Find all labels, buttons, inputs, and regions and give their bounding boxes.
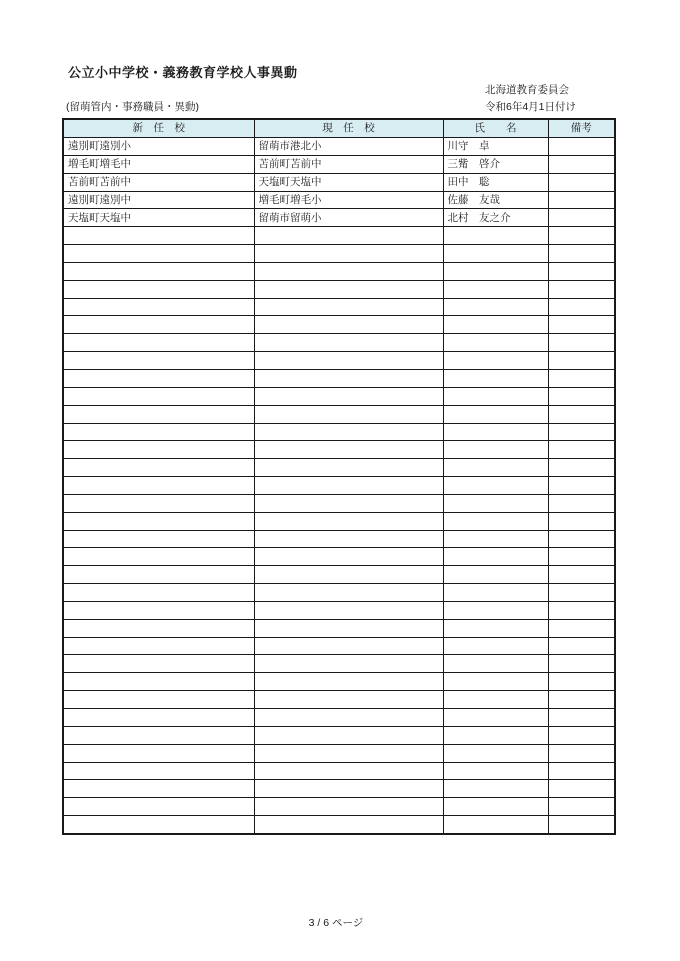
cell-current-school: [254, 334, 443, 352]
cell-name: [443, 530, 548, 548]
cell-name: [443, 637, 548, 655]
table-row: [63, 619, 615, 637]
cell-current-school: [254, 441, 443, 459]
cell-new-school: [63, 709, 254, 727]
cell-new-school: [63, 530, 254, 548]
cell-name: [443, 369, 548, 387]
cell-note: [548, 316, 615, 334]
cell-note: [548, 352, 615, 370]
cell-current-school: 増毛町増毛小: [254, 191, 443, 209]
cell-new-school: [63, 637, 254, 655]
table-row: [63, 691, 615, 709]
table-row: [63, 173, 615, 191]
cell-note: [548, 780, 615, 798]
table-row: [63, 477, 615, 495]
cell-name: [443, 655, 548, 673]
cell-note: [548, 601, 615, 619]
cell-name: [443, 441, 548, 459]
table-row: [63, 709, 615, 727]
cell-note: [548, 709, 615, 727]
cell-name: [443, 780, 548, 798]
cell-current-school: 天塩町天塩中: [254, 173, 443, 191]
cell-new-school: [63, 334, 254, 352]
cell-current-school: [254, 369, 443, 387]
cell-note: [548, 566, 615, 584]
cell-current-school: [254, 459, 443, 477]
cell-current-school: [254, 691, 443, 709]
cell-new-school: [63, 780, 254, 798]
cell-new-school: [63, 601, 254, 619]
organization-name: 北海道教育委員会: [485, 84, 569, 96]
page-title: 公立小中学校・義務教育学校人事異動: [68, 65, 298, 80]
cell-name: [443, 726, 548, 744]
table-row: [63, 512, 615, 530]
table-row: [63, 316, 615, 334]
table-row: [63, 334, 615, 352]
cell-note: [548, 673, 615, 691]
table-row: [63, 262, 615, 280]
cell-new-school: [63, 423, 254, 441]
table-row: [63, 601, 615, 619]
cell-new-school: [63, 744, 254, 762]
cell-current-school: [254, 423, 443, 441]
cell-name: [443, 798, 548, 816]
cell-name: 佐藤 友哉: [443, 191, 548, 209]
cell-current-school: [254, 601, 443, 619]
table-row: [63, 530, 615, 548]
cell-name: [443, 459, 548, 477]
cell-new-school: [63, 512, 254, 530]
cell-current-school: 苫前町苫前中: [254, 155, 443, 173]
table-row: [63, 798, 615, 816]
cell-new-school: [63, 245, 254, 263]
category-note: (留萌管内・事務職員・異動): [66, 101, 199, 113]
cell-note: [548, 191, 615, 209]
cell-new-school: [63, 387, 254, 405]
cell-current-school: [254, 726, 443, 744]
cell-current-school: [254, 798, 443, 816]
effective-date: 令和6年4月1日付け: [485, 101, 577, 113]
cell-name: 北村 友之介: [443, 209, 548, 227]
cell-name: [443, 316, 548, 334]
cell-new-school: [63, 477, 254, 495]
cell-note: [548, 512, 615, 530]
table-row: [63, 441, 615, 459]
cell-new-school: [63, 316, 254, 334]
table-row: [63, 459, 615, 477]
cell-name: [443, 619, 548, 637]
table-row: [63, 494, 615, 512]
cell-note: [548, 459, 615, 477]
cell-current-school: [254, 405, 443, 423]
table-row: [63, 655, 615, 673]
cell-new-school: [63, 369, 254, 387]
table-row: [63, 780, 615, 798]
cell-note: [548, 334, 615, 352]
cell-current-school: [254, 387, 443, 405]
cell-note: [548, 441, 615, 459]
table-row: [63, 405, 615, 423]
cell-new-school: [63, 566, 254, 584]
cell-name: [443, 245, 548, 263]
table-row: [63, 209, 615, 227]
cell-note: [548, 280, 615, 298]
table-row: [63, 352, 615, 370]
cell-current-school: 留萌市留萌小: [254, 209, 443, 227]
table-body: [63, 138, 615, 834]
table-header-row: [63, 119, 615, 138]
cell-current-school: [254, 619, 443, 637]
cell-name: [443, 709, 548, 727]
cell-name: [443, 280, 548, 298]
table-row: [63, 138, 615, 156]
cell-new-school: [63, 584, 254, 602]
cell-name: [443, 423, 548, 441]
col-header-current-school: 現 任 校: [254, 119, 443, 138]
cell-note: [548, 227, 615, 245]
cell-new-school: [63, 655, 254, 673]
cell-new-school: 遠別町遠別中: [63, 191, 254, 209]
table-row: [63, 191, 615, 209]
col-header-new-school: 新 任 校: [63, 119, 254, 138]
cell-name: [443, 227, 548, 245]
cell-new-school: [63, 691, 254, 709]
cell-note: [548, 262, 615, 280]
cell-note: [548, 494, 615, 512]
cell-current-school: [254, 512, 443, 530]
cell-note: [548, 726, 615, 744]
cell-name: [443, 298, 548, 316]
table-row: [63, 245, 615, 263]
cell-current-school: [254, 352, 443, 370]
cell-new-school: [63, 459, 254, 477]
cell-note: [548, 298, 615, 316]
cell-new-school: [63, 673, 254, 691]
cell-name: [443, 691, 548, 709]
cell-note: [548, 155, 615, 173]
cell-new-school: 天塩町天塩中: [63, 209, 254, 227]
cell-name: [443, 512, 548, 530]
cell-note: [548, 138, 615, 156]
cell-new-school: [63, 298, 254, 316]
cell-name: 田中 聡: [443, 173, 548, 191]
cell-new-school: [63, 494, 254, 512]
cell-name: [443, 601, 548, 619]
cell-current-school: [254, 548, 443, 566]
cell-name: [443, 673, 548, 691]
cell-current-school: [254, 655, 443, 673]
cell-current-school: [254, 637, 443, 655]
cell-current-school: [254, 227, 443, 245]
cell-note: [548, 816, 615, 834]
cell-name: [443, 548, 548, 566]
cell-new-school: 増毛町増毛中: [63, 155, 254, 173]
table-row: [63, 584, 615, 602]
cell-new-school: [63, 798, 254, 816]
cell-current-school: [254, 530, 443, 548]
cell-current-school: [254, 584, 443, 602]
cell-new-school: [63, 227, 254, 245]
cell-note: [548, 405, 615, 423]
cell-current-school: [254, 477, 443, 495]
cell-name: [443, 387, 548, 405]
cell-new-school: 遠別町遠別小: [63, 138, 254, 156]
table-row: [63, 637, 615, 655]
cell-current-school: 留萌市港北小: [254, 138, 443, 156]
cell-current-school: [254, 816, 443, 834]
cell-note: [548, 691, 615, 709]
cell-current-school: [254, 280, 443, 298]
table-row: [63, 548, 615, 566]
table-row: [63, 423, 615, 441]
cell-note: [548, 744, 615, 762]
cell-name: [443, 405, 548, 423]
table-row: [63, 762, 615, 780]
cell-note: [548, 369, 615, 387]
cell-current-school: [254, 673, 443, 691]
cell-name: [443, 584, 548, 602]
cell-name: [443, 762, 548, 780]
table-row: [63, 744, 615, 762]
cell-new-school: [63, 262, 254, 280]
page-number: 3 / 6 ページ: [308, 917, 364, 929]
cell-note: [548, 798, 615, 816]
cell-new-school: [63, 726, 254, 744]
cell-note: [548, 655, 615, 673]
cell-new-school: [63, 441, 254, 459]
cell-name: [443, 334, 548, 352]
cell-note: [548, 173, 615, 191]
cell-new-school: [63, 280, 254, 298]
cell-note: [548, 477, 615, 495]
cell-name: [443, 262, 548, 280]
cell-current-school: [254, 762, 443, 780]
cell-note: [548, 619, 615, 637]
cell-name: 三觜 啓介: [443, 155, 548, 173]
cell-note: [548, 637, 615, 655]
cell-current-school: [254, 298, 443, 316]
table-row: [63, 726, 615, 744]
cell-current-school: [254, 566, 443, 584]
cell-current-school: [254, 744, 443, 762]
cell-name: [443, 816, 548, 834]
cell-current-school: [254, 262, 443, 280]
cell-note: [548, 209, 615, 227]
cell-current-school: [254, 494, 443, 512]
table-row: [63, 369, 615, 387]
cell-note: [548, 245, 615, 263]
cell-new-school: [63, 405, 254, 423]
table-row: [63, 280, 615, 298]
cell-current-school: [254, 316, 443, 334]
cell-new-school: [63, 619, 254, 637]
cell-note: [548, 387, 615, 405]
cell-current-school: [254, 245, 443, 263]
table-row: [63, 673, 615, 691]
cell-new-school: [63, 762, 254, 780]
cell-note: [548, 762, 615, 780]
cell-name: [443, 494, 548, 512]
cell-note: [548, 423, 615, 441]
table-row: [63, 155, 615, 173]
table-row: [63, 566, 615, 584]
col-header-note: 備考: [548, 119, 615, 138]
table-row: [63, 227, 615, 245]
cell-new-school: 苫前町苫前中: [63, 173, 254, 191]
cell-note: [548, 530, 615, 548]
cell-new-school: [63, 352, 254, 370]
cell-note: [548, 548, 615, 566]
personnel-transfer-table: [62, 118, 616, 835]
cell-name: [443, 744, 548, 762]
col-header-name: 氏 名: [443, 119, 548, 138]
cell-name: [443, 477, 548, 495]
table-row: [63, 816, 615, 834]
cell-name: [443, 566, 548, 584]
cell-current-school: [254, 780, 443, 798]
cell-note: [548, 584, 615, 602]
table-row: [63, 387, 615, 405]
cell-name: [443, 352, 548, 370]
cell-name: 川守 卓: [443, 138, 548, 156]
cell-current-school: [254, 709, 443, 727]
table-row: [63, 298, 615, 316]
cell-new-school: [63, 548, 254, 566]
cell-new-school: [63, 816, 254, 834]
